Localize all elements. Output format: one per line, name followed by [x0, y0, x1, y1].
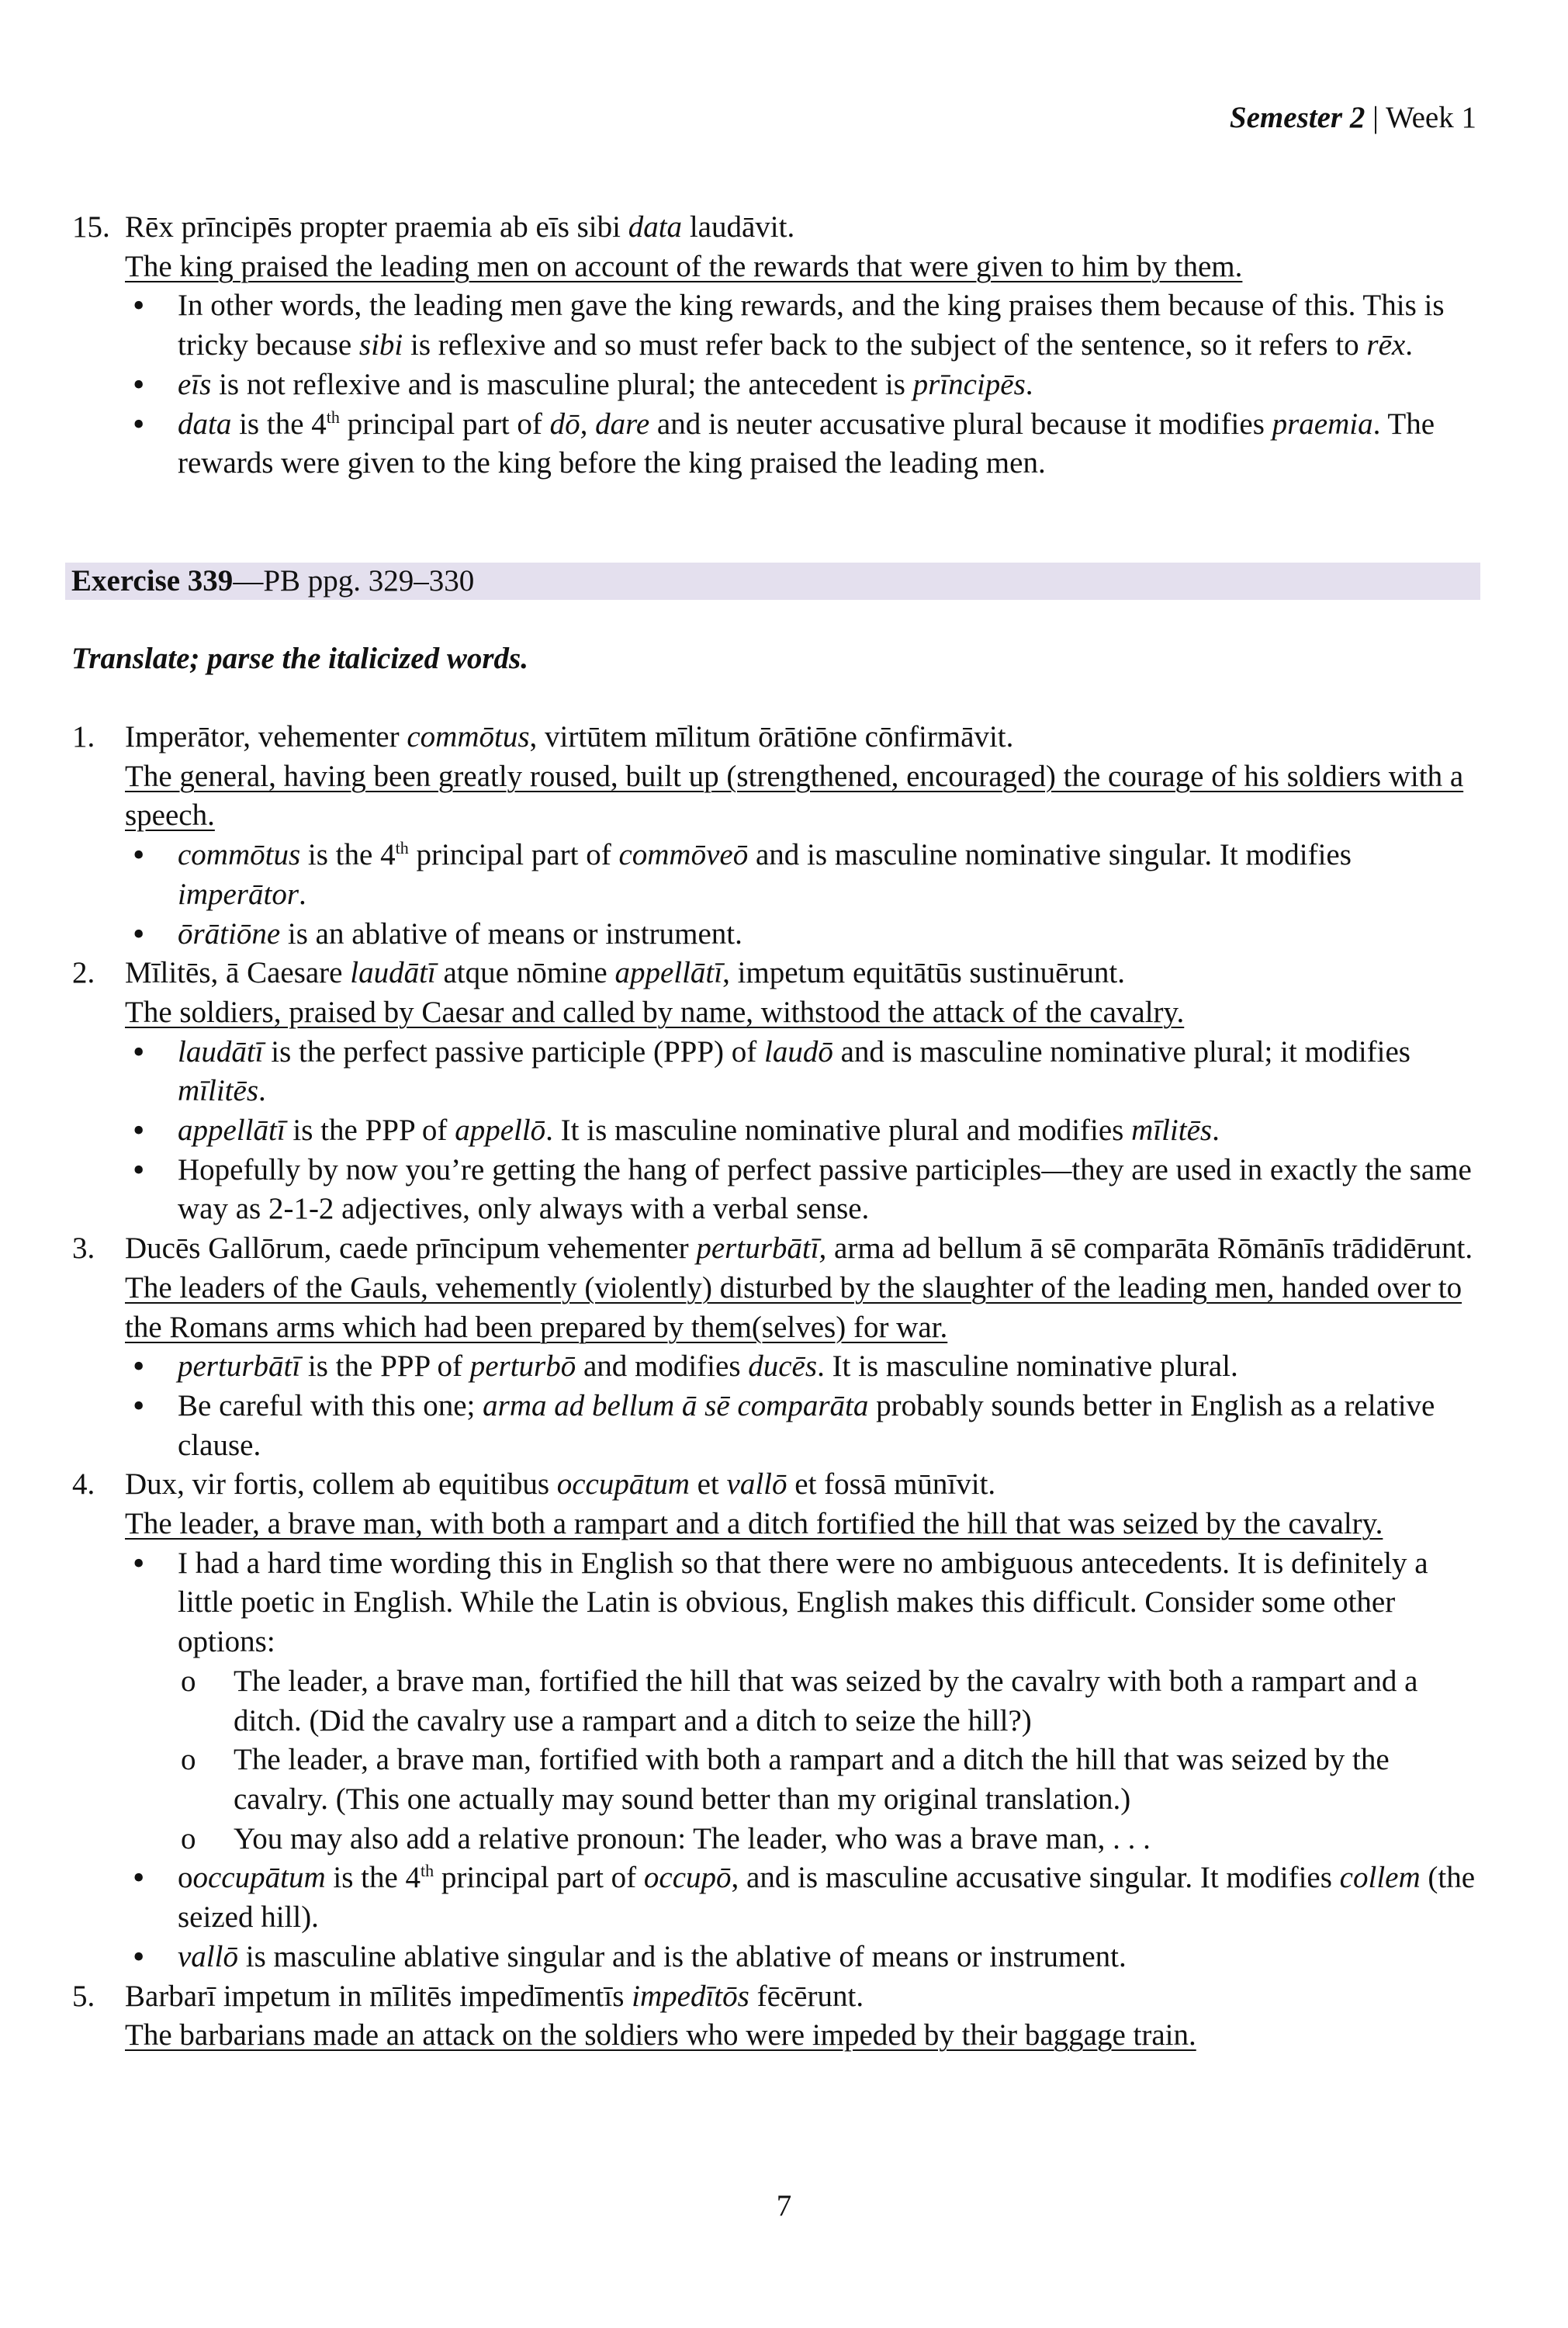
text-segment: is masculine ablative singular and is the ablative of means or instrument. — [237, 1939, 1127, 1973]
text-segment: . — [1405, 328, 1413, 362]
text-segment: is the PPP of — [285, 1114, 455, 1148]
text-segment: is reflexive and so must refer back to the subject of the sentence, so it refers to — [403, 328, 1367, 362]
sub-bullet-marker: o — [181, 1664, 196, 1698]
italic-term: occupātum — [192, 1861, 326, 1895]
italic-term: occupō — [643, 1861, 732, 1895]
text-segment: . It is masculine nominative plural. — [817, 1349, 1238, 1384]
text-segment: Hopefully by now you’re getting the hang of perfect passive participles—they are used in exactly the same way as 2-1-2 adjectives, only always with a verbal sense. — [178, 1152, 1472, 1226]
text-segment: is the 4 — [300, 838, 396, 872]
list-item — [65, 1465, 1480, 1976]
exercise-title: Exercise 339 — [71, 564, 234, 598]
text-segment: th — [326, 407, 340, 427]
text-segment: principal part of — [339, 407, 550, 441]
text-segment: . The rewards were given to the king before the king praised the leading men. — [178, 407, 1435, 480]
text-segment: In other words, the leading men gave the king rewards, and the king praises them because of this. This is tricky because — [178, 289, 1445, 362]
italic-term: commōtus — [178, 838, 301, 872]
translation: The general, having been greatly roused, built up (strengthened, encouraged) the courage of his soldiers with a speech. — [125, 759, 1464, 833]
text-segment: . — [1025, 367, 1033, 401]
item-number: 5. — [72, 1979, 95, 2013]
text-segment: and is masculine nominative singular. It modifies — [748, 838, 1352, 872]
list-item — [65, 1229, 1480, 1465]
italic-term: arma ad bellum ā sē comparāta — [483, 1388, 869, 1422]
bullet-note — [125, 1111, 1480, 1151]
text-segment: principal part of — [408, 838, 619, 872]
latin-sentence — [125, 718, 1480, 757]
bullet-note — [125, 1544, 1480, 1662]
bullet-note — [125, 1151, 1480, 1229]
week-label: Week 1 — [1385, 101, 1476, 134]
list-item — [65, 208, 1480, 483]
bullet-note — [125, 1347, 1480, 1387]
text-segment: is the perfect passive participle (PPP) of — [263, 1034, 765, 1069]
text-segment: . — [1212, 1114, 1220, 1148]
text-segment: , and is masculine accusative singular. It modifies — [731, 1861, 1340, 1895]
latin-sentence — [125, 208, 1480, 248]
italic-term: laudātī — [178, 1034, 264, 1069]
italic-term: ducēs — [748, 1349, 818, 1384]
translation: The barbarians made an attack on the soldiers who were impeded by their baggage train. — [125, 2018, 1196, 2053]
bullet-note — [125, 286, 1480, 365]
list-item — [65, 1977, 1480, 2056]
text-segment: principal part of — [434, 1861, 644, 1895]
italic-term: ōrātiōne — [178, 916, 281, 951]
italic-term: collem — [1339, 1861, 1421, 1895]
translation: The king praised the leading men on account of the rewards that were given to him by them. — [125, 249, 1243, 283]
bullet-note — [125, 1859, 1480, 1937]
bullet-note — [125, 1387, 1480, 1465]
text-segment: th — [421, 1861, 434, 1881]
translation: The soldiers, praised by Caesar and called by name, withstood the attack of the cavalry. — [125, 995, 1185, 1029]
italic-term: mīlitēs — [1131, 1114, 1213, 1148]
latin-sentence — [125, 1229, 1480, 1269]
previous-exercise-items — [65, 208, 1480, 483]
italic-term: eīs — [178, 367, 212, 401]
text-segment: is an ablative of means or instrument. — [280, 916, 742, 951]
text-segment: , virtūtem mīlitum ōrātiōne cōnfirmāvit. — [529, 720, 1014, 753]
italic-term: occupātum — [556, 1467, 690, 1502]
sub-bullet-note — [125, 1662, 1480, 1741]
italic-term: praemia — [1272, 407, 1373, 441]
text-segment: and is neuter accusative plural because it modifies — [649, 407, 1272, 441]
text-segment: o — [178, 1861, 193, 1895]
latin-sentence — [125, 1465, 1480, 1505]
list-item — [65, 718, 1480, 954]
italic-term: commōveō — [618, 838, 749, 872]
text-segment: and is masculine nominative plural; it modifies — [832, 1034, 1411, 1069]
text-segment: Barbarī impetum in mīlitēs impedīmentīs — [125, 1979, 632, 2013]
text-segment: atque nōmine — [435, 956, 615, 990]
text-segment: Rēx prīncipēs propter praemia ab eīs sibi — [125, 210, 628, 244]
latin-sentence — [125, 1977, 1480, 2017]
text-segment: laudāvit. — [682, 210, 795, 244]
bullet-note — [125, 1033, 1480, 1111]
text-segment: is the 4 — [231, 407, 327, 441]
semester-label: Semester 2 — [1229, 101, 1366, 134]
italic-term: appellātī — [178, 1114, 286, 1148]
text-segment: Mīlitēs, ā Caesare — [125, 956, 351, 990]
sub-bullet-marker: o — [181, 1821, 196, 1855]
instructions: Translate; parse the italicized words. — [71, 642, 528, 675]
italic-term: vallō — [178, 1939, 238, 1973]
text-segment: et — [689, 1467, 727, 1502]
sub-bullet-text: The leader, a brave man, fortified the hill that was seized by the cavalry with both a rampart and a ditch. (Did the cavalry use a rampart and a ditch to seize the hill?) — [234, 1664, 1418, 1737]
text-segment: th — [395, 838, 409, 858]
bullet-note — [125, 915, 1480, 954]
italic-term: sibi — [358, 328, 403, 362]
italic-term: vallō — [726, 1467, 787, 1502]
text-segment: . — [299, 877, 306, 911]
italic-term: prīncipēs — [912, 367, 1026, 401]
text-segment: arma ad bellum ā sē comparāta Rōmānīs trādidērunt. — [826, 1232, 1473, 1266]
header-separator: | — [1365, 101, 1386, 134]
text-segment: fēcērunt. — [749, 1979, 864, 2013]
italic-term: dō, dare — [549, 407, 650, 441]
text-segment: is the PPP of — [300, 1349, 470, 1384]
italic-term: perturbātī — [178, 1349, 301, 1384]
item-number: 1. — [72, 720, 95, 753]
item-number: 15. — [72, 210, 110, 244]
latin-sentence — [125, 954, 1480, 993]
sub-bullet-note — [125, 1820, 1480, 1859]
text-segment: . — [258, 1074, 266, 1108]
text-segment: (the seized hill). — [178, 1861, 1476, 1935]
item-number: 4. — [72, 1467, 95, 1502]
italic-term: perturbātī, — [696, 1232, 827, 1266]
italic-term: data — [178, 407, 232, 441]
exercise-reference: —PB ppg. 329–330 — [233, 564, 475, 598]
text-segment: et fossā mūnīvit. — [787, 1467, 996, 1502]
italic-term: laudō — [764, 1034, 833, 1069]
italic-term: commōtus — [407, 720, 530, 753]
item-number: 2. — [72, 956, 95, 990]
bullet-note — [125, 1938, 1480, 1977]
text-segment: I had a hard time wording this in English so that there were no ambiguous antecedents. It is definitely a little poetic in English. While the Latin is obvious, English makes this difficult. Consider some other options: — [178, 1546, 1428, 1659]
italic-term: perturbō — [469, 1349, 576, 1384]
item-number: 3. — [72, 1232, 95, 1266]
bullet-note — [125, 365, 1480, 405]
text-segment: is not reflexive and is masculine plural; the antecedent is — [211, 367, 913, 401]
exercise-heading — [65, 563, 1480, 600]
text-segment: . It is masculine nominative plural and modifies — [545, 1114, 1132, 1148]
page-number: 7 — [776, 2189, 792, 2222]
italic-term: impedītōs — [632, 1979, 749, 2013]
sub-bullet-text: You may also add a relative pronoun: The leader, who was a brave man, . . . — [234, 1821, 1151, 1855]
text-segment: and modifies — [576, 1349, 749, 1384]
bullet-note — [125, 836, 1480, 914]
text-segment: Imperātor, vehementer — [125, 720, 407, 753]
exercise-items — [65, 718, 1480, 2056]
sub-bullet-marker: o — [181, 1743, 196, 1777]
page-header — [1230, 98, 1476, 138]
list-item — [65, 954, 1480, 1229]
italic-term: mīlitēs — [178, 1074, 258, 1108]
text-segment: probably sounds better in English as a relative clause. — [178, 1388, 1435, 1462]
italic-term: laudātī — [350, 956, 436, 990]
text-segment: , impetum equitātūs sustinuērunt. — [722, 956, 1125, 990]
italic-term: appellātī — [614, 956, 723, 990]
italic-term: imperātor — [178, 877, 299, 911]
bullet-note — [125, 405, 1480, 483]
sub-bullet-text: The leader, a brave man, fortified with both a rampart and a ditch the hill that was seized by the cavalry. (This one actually may sound better than my original translation.) — [234, 1743, 1390, 1816]
italic-term: appellō — [455, 1114, 546, 1148]
translation: The leader, a brave man, with both a rampart and a ditch fortified the hill that was seized by the cavalry. — [125, 1507, 1383, 1541]
italic-term: rēx — [1366, 328, 1406, 362]
text-segment: Be careful with this one; — [178, 1388, 483, 1422]
text-segment: Dux, vir fortis, collem ab equitibus — [125, 1467, 557, 1502]
translation: The leaders of the Gauls, vehemently (violently) disturbed by the slaughter of the leading men, handed over to the Romans arms which had been prepared by them(selves) for war. — [125, 1270, 1462, 1344]
text-segment: Ducēs Gallōrum, caede prīncipum vehementer — [125, 1232, 697, 1266]
text-segment: is the 4 — [325, 1861, 421, 1895]
sub-bullet-note — [125, 1741, 1480, 1819]
italic-term: data — [628, 210, 683, 244]
